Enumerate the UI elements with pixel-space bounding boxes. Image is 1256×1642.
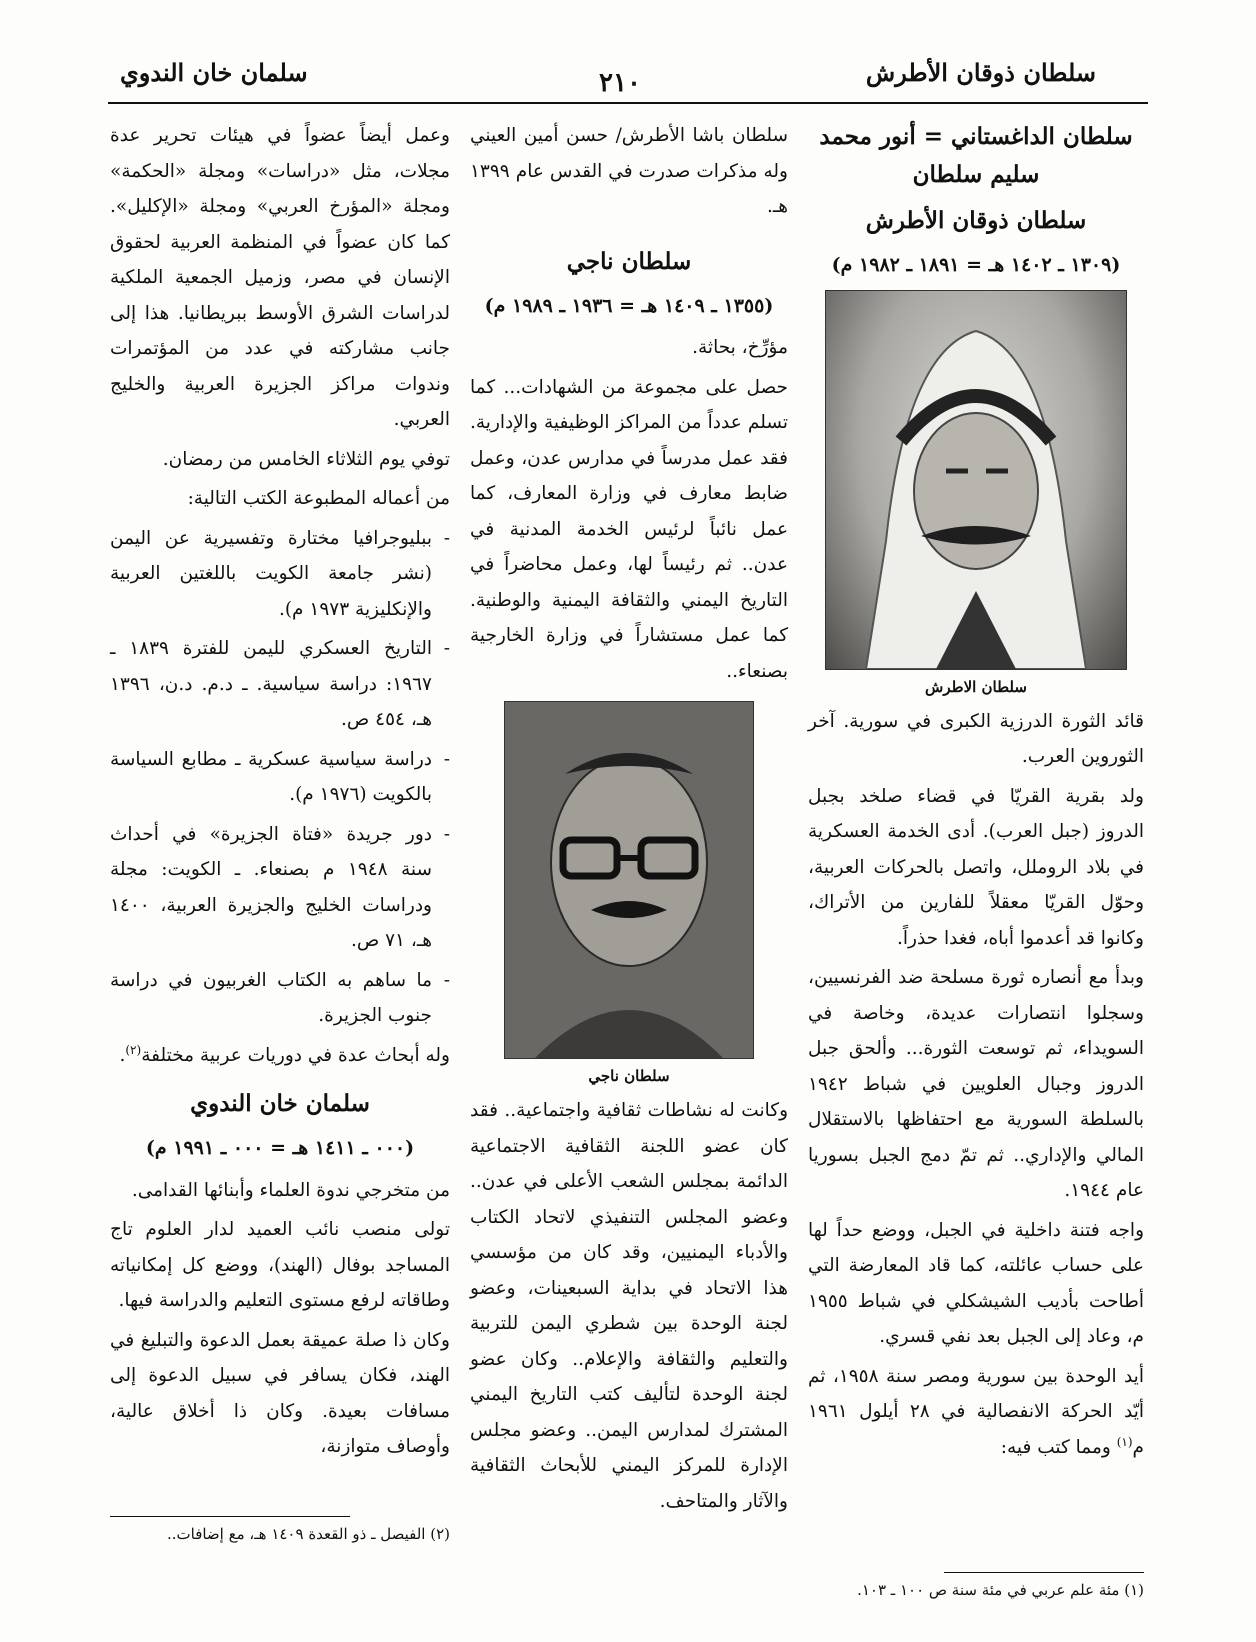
footnote-divider-right [944, 1572, 1144, 1573]
cross-reference-heading: سلطان الداغستاني = أنور محمد سليم سلطان [819, 123, 1133, 188]
header-divider [108, 102, 1148, 104]
paragraph [808, 1359, 1144, 1466]
list-item: - التاريخ العسكري لليمن للفترة ١٨٣٩ ـ ١٩٦٧: دراسة سياسية. ـ د.م. د.ن، ١٣٩٦ هـ، ٤٥٤ ص. [110, 631, 450, 738]
paragraph [110, 1038, 450, 1074]
works-list [110, 521, 450, 1034]
paragraph-text: وله أبحاث عدة في دوريات عربية مختلفة [141, 1044, 450, 1066]
list-item: - ما ساهم به الكتاب الغربيون في دراسة جنوب الجزيرة. [110, 963, 450, 1034]
page-number: ٢١٠ [599, 68, 641, 98]
portrait-illustration [826, 291, 1126, 669]
portrait-photo-naji [504, 701, 754, 1059]
paragraph: وبدأ مع أنصاره ثورة مسلحة ضد الفرنسيين، وسجلوا انتصارات عديدة، وخاصة في السويداء، ثم توسعت الثورة... وألحق جبل الدروز وجبال العلويين في شباط ١٩٤٢ بالسلطة السورية مع احتفاظها بالاستقلال المالي والإداري.. ثم تمّ دمج الجبل بسوريا عام ١٩٤٤. [808, 967, 1144, 1201]
paragraph: وكان ذا صلة عميقة بعمل الدعوة والتبليغ في الهند، فكان يسافر في سبيل الدعوة إلى مسافات بعيدة. وكان ذا أخلاق عالية، وأوصاف متوازنة، [110, 1329, 450, 1457]
footnote-left: (٢) الفيصل ـ ذو القعدة ١٤٠٩ هـ، مع إضافات.. [166, 1525, 450, 1543]
footnote-marker: (٢) [125, 1042, 142, 1057]
footnote-right: (١) مئة علم عربي في مئة سنة ص ١٠٠ ـ ١٠٣. [857, 1581, 1144, 1599]
paragraph: من متخرجي ندوة العلماء وأبنائها القدامى. [131, 1179, 450, 1201]
running-header-right: سلطان ذوقان الأطرش [865, 58, 1096, 87]
list-item: - دور جريدة «فتاة الجزيرة» في أحداث سنة ١٩٤٨ م بصنعاء. ـ الكويت: مجلة ودراسات الخليج والجزيرة العربية، ١٤٠٠ هـ، ٧١ ص. [110, 817, 450, 959]
left-column [110, 118, 450, 1469]
footnote-divider-left [110, 1516, 350, 1517]
list-item: - دراسة سياسية عسكرية ـ مطابع السياسة بالكويت (١٩٧٦ م). [110, 742, 450, 813]
portrait-illustration [505, 702, 753, 1058]
paragraph: قائد الثورة الدرزية الكبرى في سورية. آخر الثوروين العرب. [808, 710, 1144, 767]
paragraph: وكانت له نشاطات ثقافية واجتماعية.. فقد كان عضو اللجنة الثقافية الاجتماعية الدائمة بمجلس الشعب الأعلى في عدن.. وعضو المجلس التنفيذي لاتحاد الكتاب والأدباء اليمنيين، وقد كان من مؤسسي هذا الاتحاد في بداية السبعينات، وعضو لجنة الوحدة بين شطري اليمن للتربية والتعليم والثقافة والإعلام.. وكان عضو لجنة الوحدة لتأليف كتب التاريخ اليمني المشترك لمدارس اليمن.. وعضو مجلس الإدارة للمركز اليمني للأبحاث الثقافية والآثار والمتاحف. [470, 1100, 788, 1512]
paragraph-end: ومما كتب فيه: [1000, 1436, 1117, 1458]
photo-caption-atrash: سلطان الاطرش [925, 677, 1027, 696]
entry-title-naji: سلطان ناجي [566, 247, 692, 275]
footnote-marker: (١) [1116, 1434, 1133, 1449]
paragraph: توفي يوم الثلاثاء الخامس من رمضان. [162, 448, 450, 470]
paragraph-end: . [119, 1044, 126, 1066]
entry-dates-nadwi: (٠٠٠ ـ ١٤١١ هـ = ٠٠٠ ـ ١٩٩١ م) [145, 1137, 415, 1159]
running-header-left: سلمان خان الندوي [120, 58, 308, 87]
paragraph: تولى منصب نائب العميد لدار العلوم تاج المساجد بوفال (الهند)، ووضع كل إمكانياته وطاقاته لرفع مستوى التعليم والدراسة فيها. [110, 1219, 450, 1311]
paragraph: مؤرِّخ، بحاثة. [692, 337, 788, 358]
entry-dates-atrash: (١٣٠٩ ـ ١٤٠٢ هـ = ١٨٩١ ـ ١٩٨٢ م) [831, 254, 1121, 276]
paragraph: سلطان باشا الأطرش/ حسن أمين العيني وله مذكرات صدرت في القدس عام ١٣٩٩ هـ. [470, 125, 788, 217]
paragraph: وعمل أيضاً عضواً في هيئات تحرير عدة مجلات، مثل «دراسات» ومجلة «الحكمة» ومجلة «المؤرخ العربي» ومجلة «الإكليل». كما كان عضواً في المنظمة العربية لحقوق الإنسان في مصر، وزميل الجمعية الملكية لدراسات الشرق الأوسط ببريطانيا. هذا إلى جانب مشاركته في عدد من المؤتمرات وندوات مراكز الجزيرة العربية والخليج العربي. [110, 125, 450, 430]
paragraph: من أعماله المطبوعة الكتب التالية: [187, 488, 450, 509]
list-item: - ببليوجرافيا مختارة وتفسيرية عن اليمن (نشر جامعة الكويت باللغتين العربية والإنكليزية ١٩٧٣ م). [110, 521, 450, 628]
paragraph-text: أيد الوحدة بين سورية ومصر سنة ١٩٥٨، ثم أيّد الحركة الانفصالية في ٢٨ أيلول ١٩٦١ م [808, 1365, 1144, 1458]
entry-title-atrash: سلطان ذوقان الأطرش [865, 207, 1087, 234]
photo-caption-naji: سلطان ناجي [588, 1067, 670, 1085]
paragraph: ولد بقرية القريّا في قضاء صلخد بجبل الدروز (جبل العرب). أدى الخدمة العسكرية في بلاد الروملل، واتصل بالحركات العربية، وحوّل القريّا معقلاً للفارين من الأتراك، وكانوا قد أعدموا أباه، فغدا حذراً. [808, 785, 1144, 949]
paragraph: حصل على مجموعة من الشهادات... كما تسلم عدداً من المراكز الوظيفية والإدارية. فقد عمل مدرساً في مدارس عدن، وعمل ضابط معارف في وزارة المعارف، كما عمل نائباً لرئيس الخدمة المدنية في عدن.. ثم رئيساً لها، وعمل محاضراً في التاريخ اليمني والثقافة اليمنية والوطنية. كما عمل مستشاراً في وزارة الخارجية بصنعاء.. [470, 376, 788, 682]
paragraph: واجه فتنة داخلية في الجبل، ووضع حداً لها على حساب عائلته، كما قاد المعارضة التي أطاحت بأديب الشيشكلي في شباط ١٩٥٥ م، وعاد إلى الجبل بعد نفي قسري. [808, 1219, 1144, 1347]
portrait-photo-atrash [825, 290, 1127, 670]
entry-title-nadwi: سلمان خان الندوي [190, 1090, 370, 1117]
right-column [808, 118, 1144, 1469]
entry-dates-naji: (١٣٥٥ ـ ١٤٠٩ هـ = ١٩٣٦ ـ ١٩٨٩ م) [484, 294, 774, 317]
middle-column [470, 118, 788, 1523]
